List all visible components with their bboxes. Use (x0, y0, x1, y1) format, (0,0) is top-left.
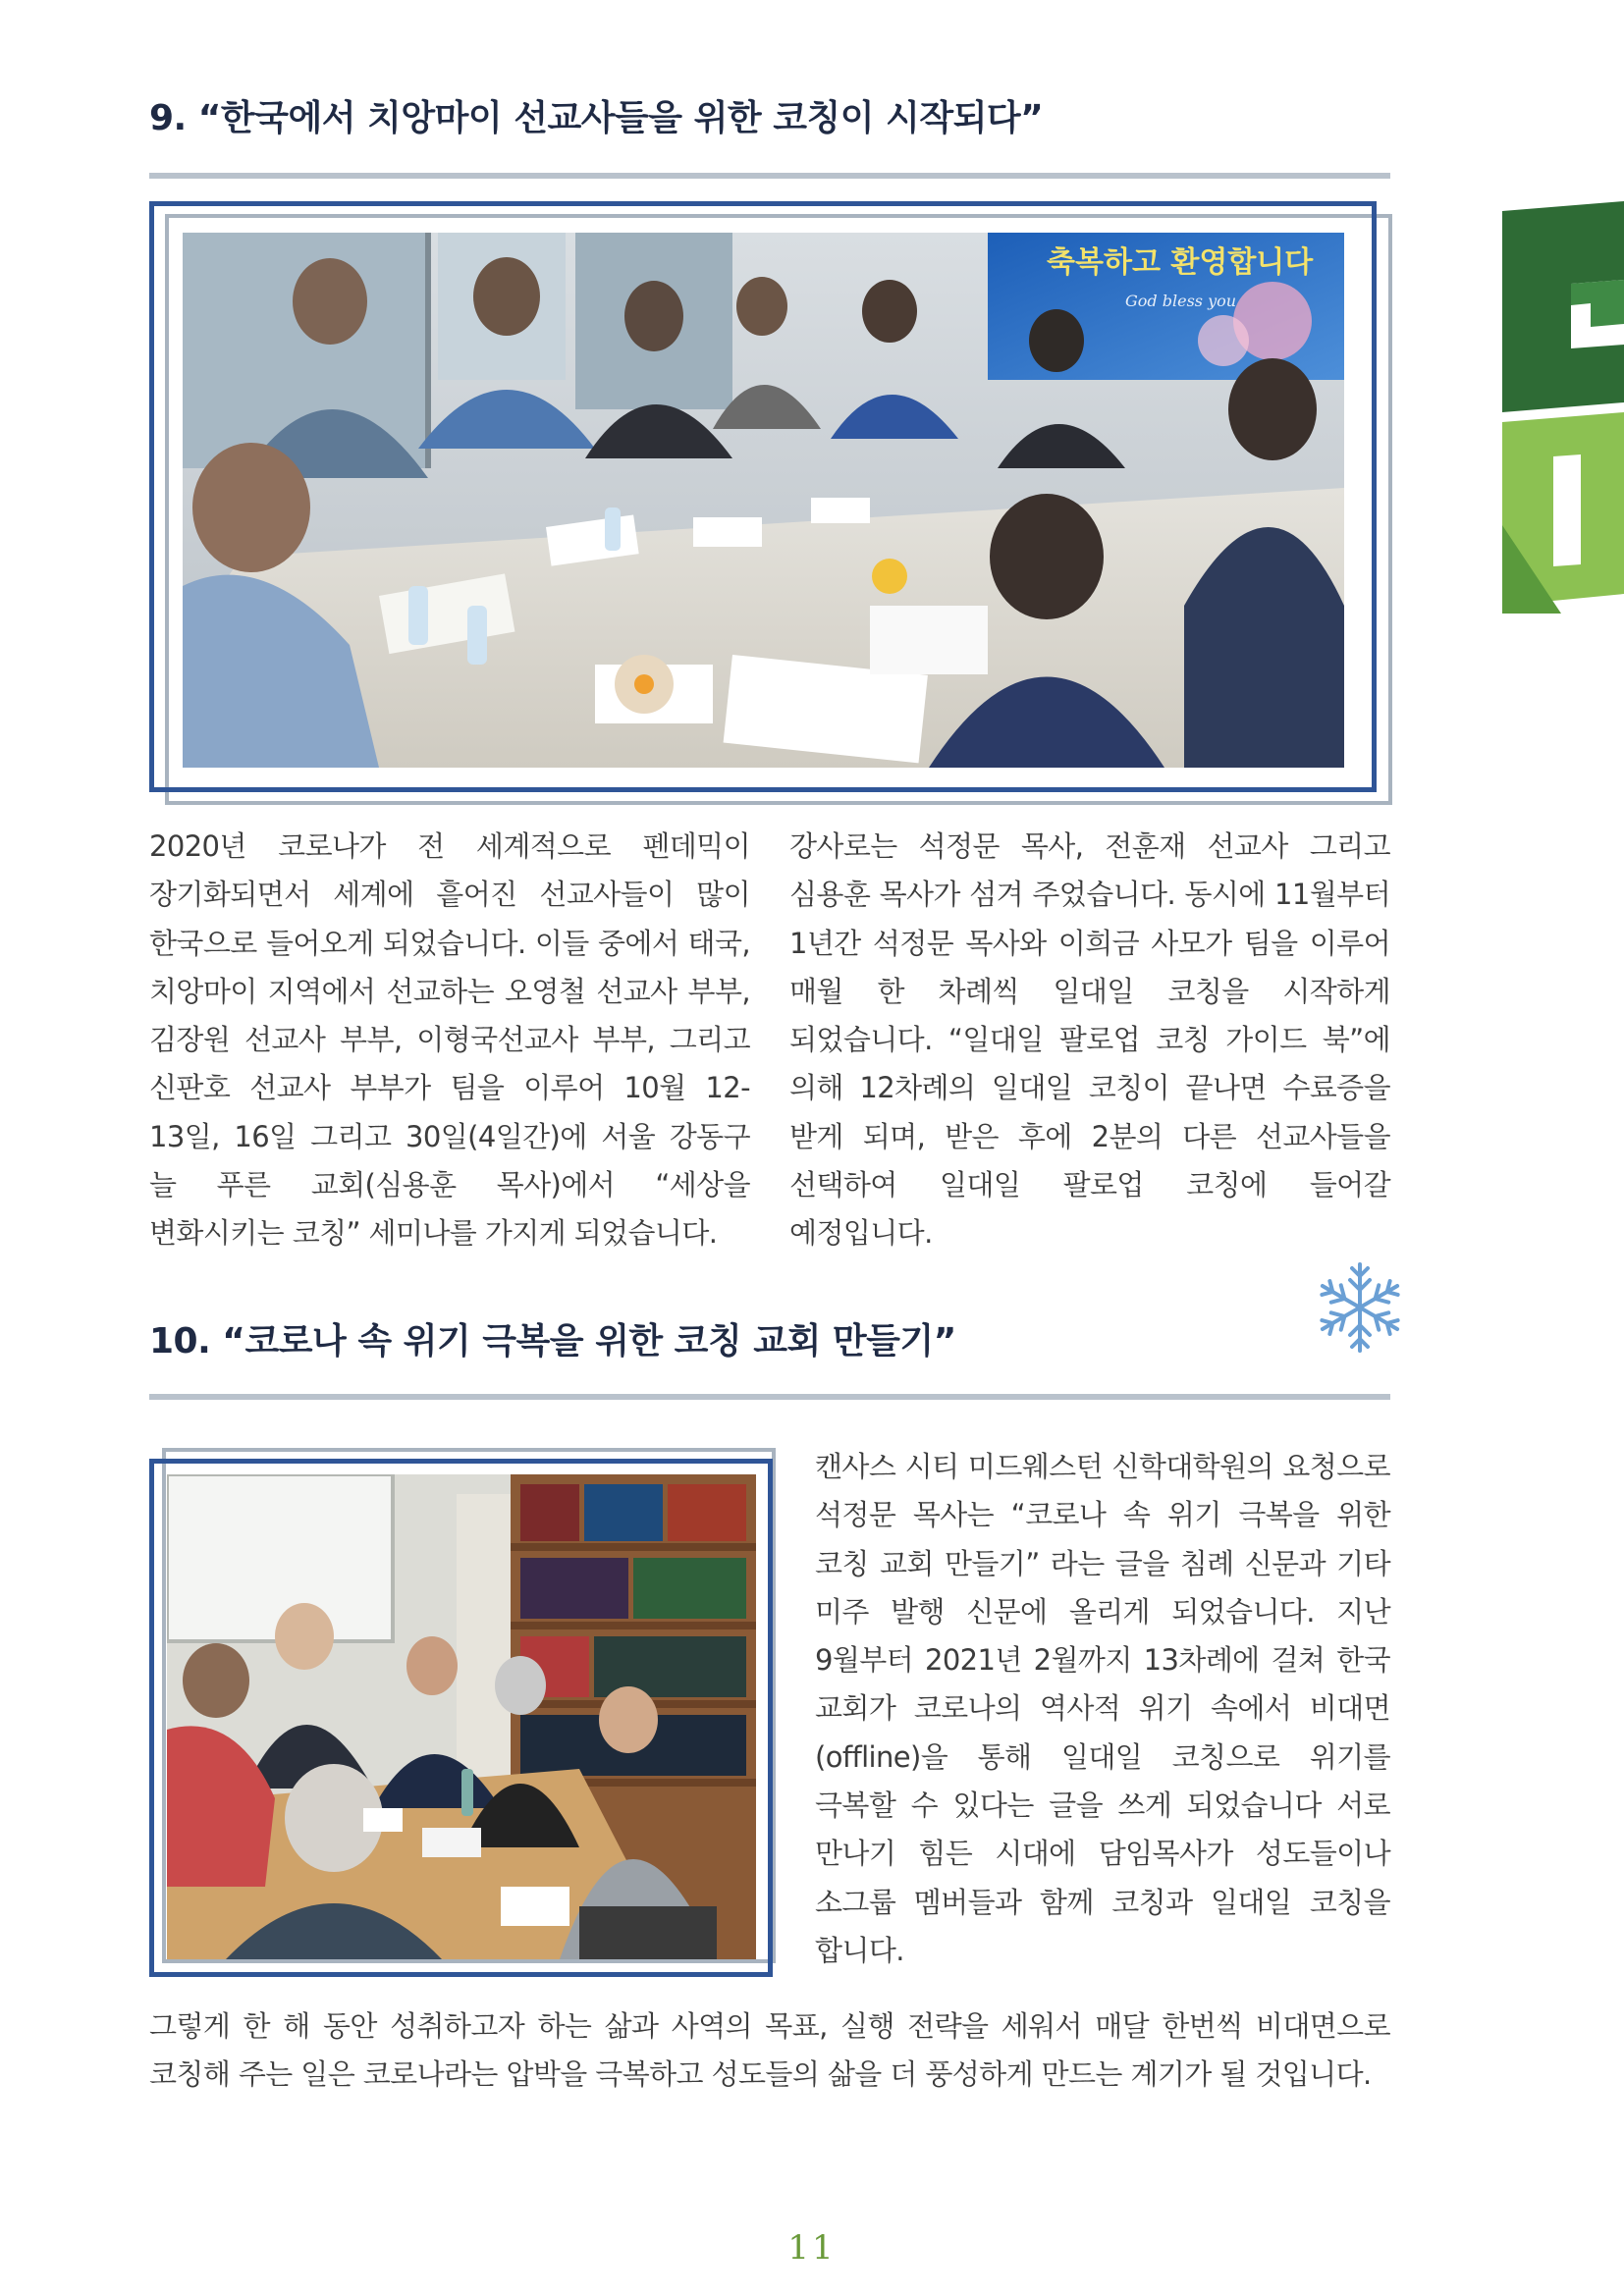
section-10-title: 10. “코로나 속 위기 극복을 위한 코칭 교회 만들기” (149, 1321, 956, 1362)
go-logo (1502, 201, 1624, 614)
page-number: 11 (787, 2228, 837, 2268)
section-9-paragraph-left: 2020년 코로나가 전 세계적으로 펜데믹이 장기화되면서 세계에 흩어진 선교사들이 많이 한국으로 들어오게 되었습니다. 이들 중에서 태국, 치앙마이 지역에서 선교하는 오영철 선교사 부부, 김장원 선교사 부부, 이형국선교사 부부, 그리고 신판호 선교사 부부가 팀을 이루어 10월 12-13일, 16일 그리고 30일(4일간)에 서울 강동구 늘 푸른 교회(심용훈 목사)에서 “세상을 변화시키는 코칭” 세미나를 가지게 되었습니다. (149, 829, 751, 1251)
section-10-divider (149, 1394, 1390, 1400)
section-10-paragraph-right: 캔사스 시티 미드웨스턴 신학대학원의 요청으로 석정문 목사는 “코로나 속 위기 극복을 위한 코칭 교회 만들기” 라는 글을 침례 신문과 기타 미주 발행 신문에 올리게 되었습니다. 지난 9월부터 2021년 2월까지 13차례에 걸쳐 한국 교회가 코로나의 역사적 위기 속에서 비대면(offline)을 통해 일대일 코칭으로 위기를 극복할 수 있다는 글을 쓰게 되었습니다 서로 만나기 힘든 시대에 담임목사가 성도들이나 소그룹 멤버들과 함께 코칭과 일대일 코칭을 합니다. (815, 1450, 1390, 1967)
section-9-divider (149, 173, 1390, 179)
section-9-title: 9. “한국에서 치앙마이 선교사들을 위한 코칭이 시작되다” (149, 98, 1044, 138)
meeting-photo-illustration (183, 233, 1344, 768)
office-meeting-photo (167, 1474, 756, 1959)
section-10-paragraph-full: 그렇게 한 해 동안 성취하고자 하는 삶과 사역의 목표, 실행 전략을 세워서 매달 한번씩 비대면으로 코칭해 주는 일은 코로나라는 압박을 극복하고 성도들의 삶을 더 풍성하게 만드는 계기가 될 것입니다. (149, 2009, 1390, 2092)
section-9-paragraph-right: 강사로는 석정문 목사, 전훈재 선교사 그리고 심용훈 목사가 섬겨 주었습니다. 동시에 11월부터 1년간 석정문 목사와 이희금 사모가 팀을 이루어 매월 한 차례씩 일대일 코칭을 시작하게 되었습니다. “일대일 팔로업 코칭 가이드 북”에 의해 12차례의 일대일 코칭이 끝나면 수료증을 받게 되며, 받은 후에 2분의 다른 선교사들을 선택하여 일대일 팔로업 코칭에 들어갈 예정입니다. (789, 829, 1390, 1251)
office-meeting-illustration (167, 1474, 756, 1959)
meeting-photo (183, 233, 1344, 768)
snowflake-icon (1311, 1258, 1409, 1357)
go-logo-graphic (1502, 201, 1624, 614)
banner-text: 축복하고 환영합니다 (1047, 245, 1314, 280)
banner-subtext: God bless you (1125, 292, 1237, 310)
